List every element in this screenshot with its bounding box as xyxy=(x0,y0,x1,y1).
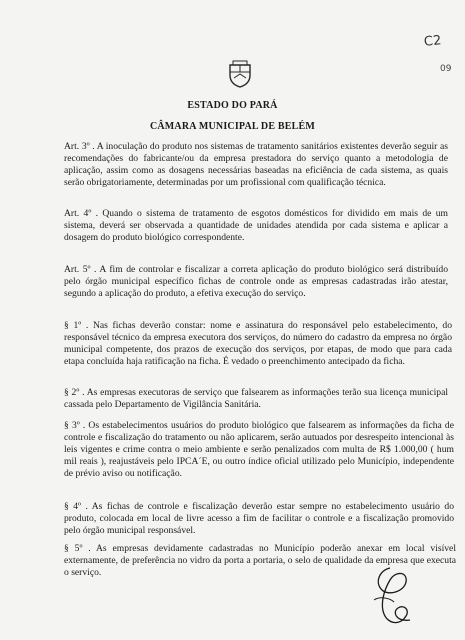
handwritten-signature xyxy=(360,560,430,630)
coat-of-arms-icon xyxy=(228,60,252,88)
chamber-heading: CÂMARA MUNICIPAL DE BELÉM xyxy=(149,121,316,132)
folio-number: 09 xyxy=(440,64,452,74)
paragraph-4: § 4º . As fichas de controle e fiscalização deverão estar sempre no estabelecimento usuário do produto, colocada em local de livre acesso a fim de facilitar o controle e a fiscalização promovido pelo órgão municipal responsável. xyxy=(64,501,454,536)
article-5: Art. 5º . A fim de controlar e fiscalizar a correta aplicação do produto biológico será distribuído pelo órgão municipal específico fichas de controle onde as empresas cadastradas irão atestar, segundo a aplicação do produto, a efetiva execução do serviço. xyxy=(64,264,448,299)
paragraph-3: § 3º . Os estabelecimentos usuários do produto biológico que falsearem as informações da ficha de controle e fiscalização do tratamento ou não aplicarem, serão autuados por desrespeito intencional às leis vigentes e crime contra o meio ambiente e serão penalizados com multa de R$ 1.000,00 ( hum mil reais ), reajustáveis pelo IPCA´E, ou outro índice oficial utilizado pelo Município, independente de prévio aviso ou notificação. xyxy=(64,420,454,479)
corner-code: C2 xyxy=(423,33,443,50)
paragraph-2: § 2º . As empresas executoras de serviço que falsearem as informações terão sua licença municipal cassada pelo Departamento de Vigilância Sanitária. xyxy=(64,387,448,410)
paragraph-1: § 1º . Nas fichas deverão constar: nome e assinatura do responsável pelo estabelecimento, do responsável técnico da empresa executora dos serviços, do número do cadastro da empresa no órgão municipal competente, dos prazos de execução dos serviços, por etapas, de modo que para cada etapa concluída haja ratificação na ficha. É vedado o preenchimento antecipado da ficha. xyxy=(64,320,452,367)
paragraph-5: § 5º . As empresas devidamente cadastradas no Município poderão anexar em local visível externamente, de preferência no vidro da porta a portaria, o selo de qualidade da empresa que executa o serviço. xyxy=(64,543,456,578)
state-heading: ESTADO DO PARÁ xyxy=(187,100,278,111)
article-3: Art. 3º . A inoculação do produto nos sistemas de tratamento sanitários existentes deverão seguir as recomendações do fabricante/ou da empresa prestadora do serviço quanto a metodologia de aplicação, assim como as dosagens necessárias baseadas na eficiência de cada sistema, as quais serão obrigatoriamente, determinadas por um profissional com qualificação técnica. xyxy=(64,141,448,188)
article-4: Art. 4º . Quando o sistema de tratamento de esgotos domésticos for dividido em mais de um sistema, deverá ser observada a quantidade de unidades atendida por cada sistema e aplicar a dosagem do produto biológico correspondente. xyxy=(64,208,448,243)
